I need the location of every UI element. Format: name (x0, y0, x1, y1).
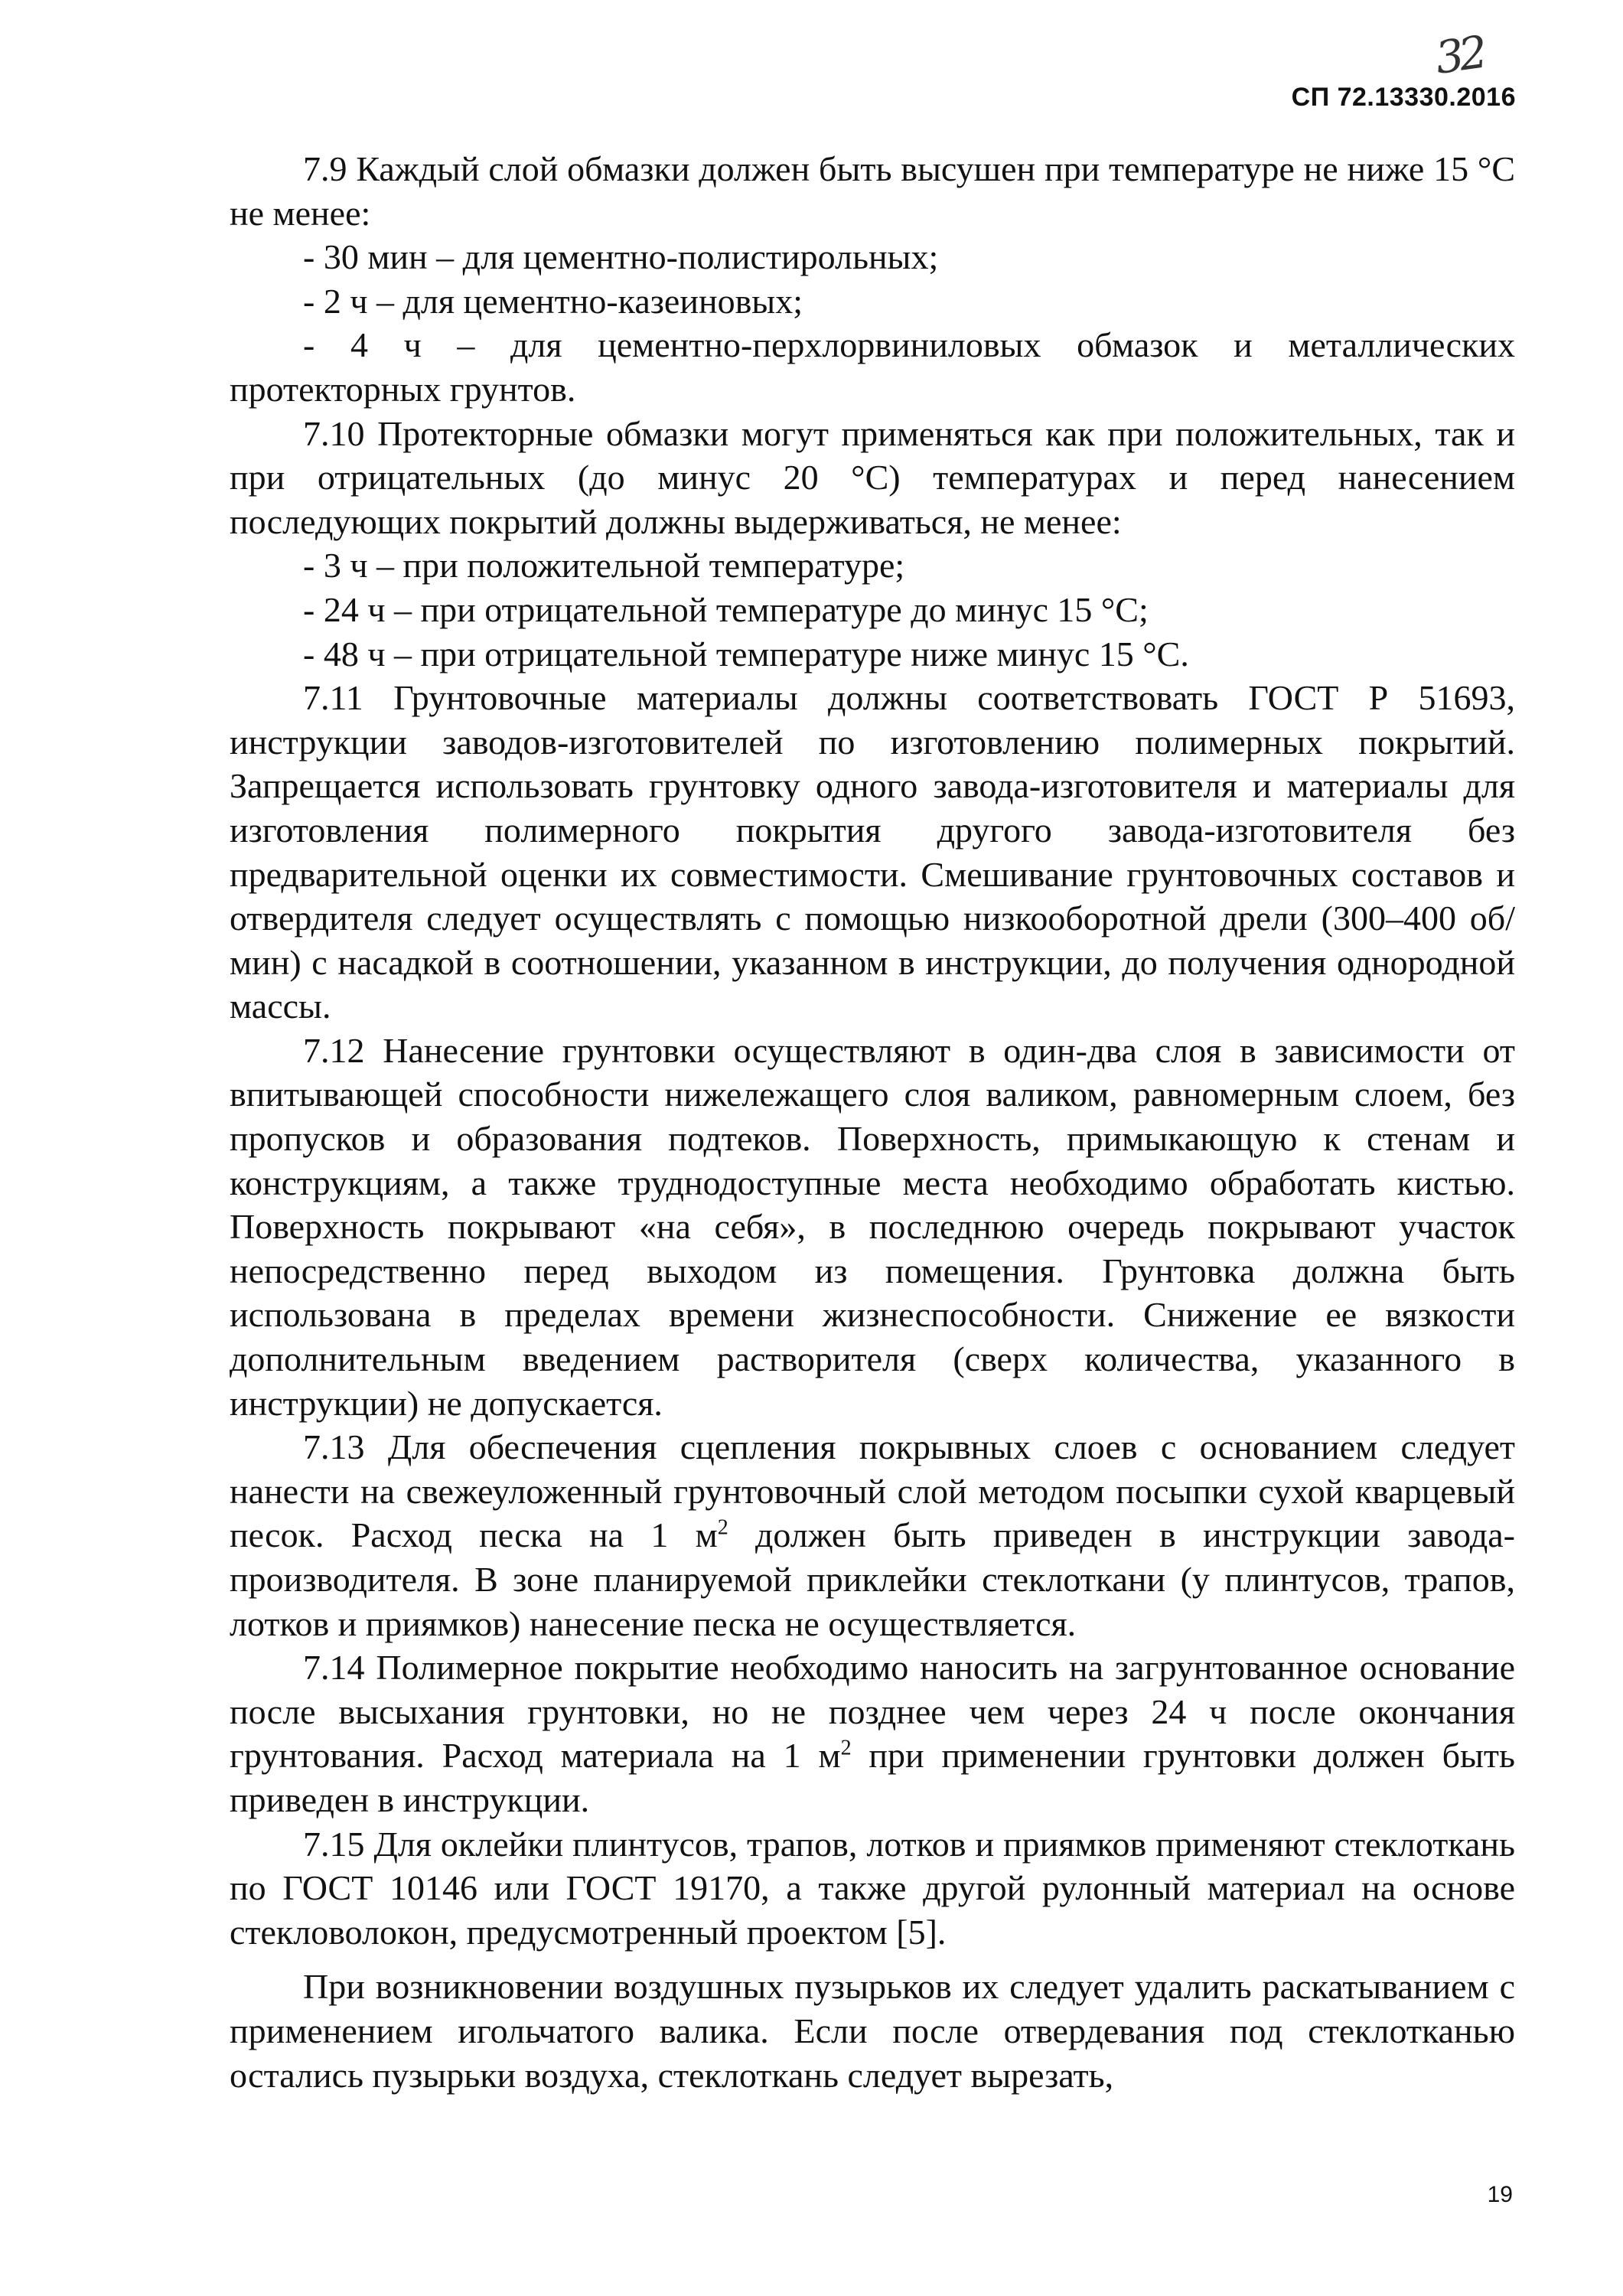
paragraph-7-10: 7.10 Протекторные обмазки могут применяться как при положительных, так и при отрицательных (до минус 20 °С) температурах и перед нанесением последующих покрытий должны выдерживаться, не менее: (230, 413, 1515, 541)
page-number: 19 (1487, 2182, 1513, 2207)
paragraph-bubbles: При возникновении воздушных пузырьков их следует удалить раскатыванием с применением игольчатого валика. Если после отвердевания под стеклотканью остались пузырьки воздуха, стеклоткань следует вырезать, (230, 1967, 1515, 2095)
list-item: - 2 ч – для цементно-казеиновых; (303, 281, 803, 321)
paragraph-7-14-part-b: при применении грунтовки должен быть приведен в инструкции. (230, 1736, 1515, 1819)
paragraph-7-14-part-a: 7.14 Полимерное покрытие необходимо наносить на загрунтованное основание после высыхания грунтовки, но не позднее чем через 24 ч после окончания грунтования. Расход материала на 1 м (230, 1648, 1515, 1776)
list-item: - 48 ч – при отрицательной температуре ниже минус 15 °С. (303, 634, 1189, 673)
paragraph-7-13-part-b: должен быть приведен в инструкции завода-производителя. В зоне планируемой приклейки стеклоткани (у плинтусов, трапов, лотков и приямков) нанесение песка не осуществляется. (230, 1515, 1515, 1643)
paragraph-7-15: 7.15 Для оклейки плинтусов, трапов, лотков и приямков применяют стеклоткань по ГОСТ 10146 или ГОСТ 19170, а также другой рулонный материал на основе стекловолокон, предусмотренный проектом [5]. (230, 1824, 1515, 1952)
list-item: - 4 ч – для цементно-перхлорвиниловых обмазок и металлических протекторных грунтов. (230, 325, 1515, 409)
list-item: - 24 ч – при отрицательной температуре до минус 15 °С; (303, 589, 1149, 629)
superscript-2: 2 (717, 1516, 728, 1541)
superscript-2: 2 (840, 1737, 852, 1761)
document-code: СП 72.13330.2016 (1291, 83, 1516, 112)
paragraph-7-12: 7.12 Нанесение грунтовки осуществляют в один-два слоя в зависимости от впитывающей способности нижележащего слоя валиком, равномерным слоем, без пропусков и образования подтеков. Поверхность, примыкающую к стенам и конструкциям, а также труднодоступные места необходимо обработать кистью. Поверхность покрывают «на себя», в последнюю очередь покрывают участок непосредственно перед выходом из помещения. Грунтовка должна быть использована в пределах времени жизнеспособности. Снижение ее вязкости дополнительным введением растворителя (сверх количества, указанного в инструкции) не допускается. (230, 1030, 1515, 1423)
list-item: - 3 ч – при положительной температуре; (303, 546, 905, 585)
paragraph-7-13-part-a: 7.13 Для обеспечения сцепления покрывных слоев с основанием следует нанести на свежеуложенный грунтовочный слой методом посыпки сухой кварцевый песок. Расход песка на 1 м (230, 1427, 1515, 1555)
handwritten-page-number: 32 (1432, 26, 1487, 84)
paragraph-7-14 (230, 1645, 1515, 1821)
paragraph-7-9: 7.9 Каждый слой обмазки должен быть высушен при температуре не ниже 15 °С не менее: (230, 149, 1515, 233)
list-item: - 30 мин – для цементно-полистирольных; (303, 237, 939, 277)
paragraph-7-13 (230, 1425, 1515, 1645)
document-body (230, 147, 1515, 2097)
paragraph-7-11: 7.11 Грунтовочные материалы должны соответствовать ГОСТ Р 51693, инструкции заводов-изготовителей по изготовлению полимерных покрытий. Запрещается использовать грунтовку одного завода-изготовителя и материалы для изготовления полимерного покрытия другого завода-изготовителя без предварительной оценки их совместимости. Смешивание грунтовочных составов и отвердителя следует осуществлять с помощью низкооборотной дрели (300–400 об/мин) с насадкой в соотношении, указанном в инструкции, до получения однородной массы. (230, 678, 1515, 1026)
